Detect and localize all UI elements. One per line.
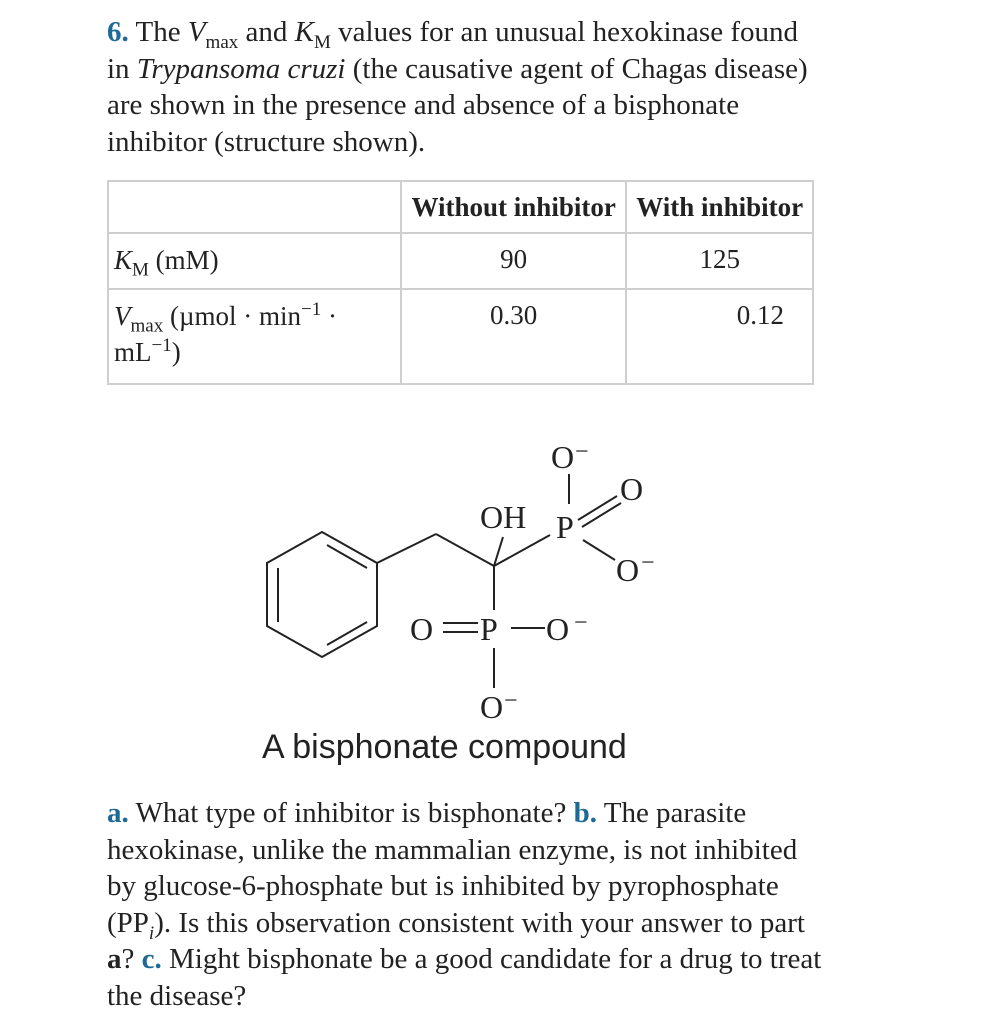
km-without-inhibitor: 90 <box>401 233 626 289</box>
charge-o-right: − <box>641 550 655 576</box>
row-label-vmax: $V_{max}$ $(\mu mol \cdot \min^{-1} \cdot mL^{-1})$ <box>108 289 401 384</box>
atom-o-top: O <box>551 439 575 475</box>
structure-caption: A bisphonate compound <box>262 728 627 766</box>
atom-o-bottom: O <box>480 689 504 725</box>
ring-double-bond-1 <box>327 545 367 568</box>
atom-o-double-upper: O <box>620 471 644 507</box>
header-with-inhibitor: With inhibitor <box>626 181 813 233</box>
charge-o-top: − <box>575 439 589 465</box>
charge-o-lower-right: − <box>574 610 588 636</box>
organism-name: Trypansoma cruzi <box>136 52 346 85</box>
charge-o-bottom: − <box>504 688 518 714</box>
row-label-km: $K_M$ (mM) <box>108 233 401 289</box>
structure-atoms <box>410 439 655 725</box>
part-b-label: b. <box>573 797 597 829</box>
bond-p-o-right <box>583 540 615 560</box>
part-c-label: c. <box>141 943 162 975</box>
benzene-ring <box>267 532 377 657</box>
question-parts: a. What type of inhibitor is bisphonate? b. The parasite hexokinase, unlike the mammalian enzyme, is not inhibited by glucose-6-phosphate but is inhibited by pyrophosphate $(PP_i)$. Is this observation consistent with your answer to part a? c. Might bisphonate be a good candidate for a drug to treat the disease? <box>107 797 822 1012</box>
atom-o-lower-right: O <box>546 611 570 647</box>
header-without-inhibitor: Without inhibitor <box>401 181 626 233</box>
atom-o-double-lower: O <box>410 611 434 647</box>
atom-p-lower: P <box>480 611 498 647</box>
atom-oh: OH <box>480 499 527 535</box>
question-number: 6. <box>107 16 129 48</box>
ring-double-bond-2 <box>327 622 367 645</box>
structure-bonds <box>267 474 621 688</box>
atom-p-upper: P <box>556 509 574 545</box>
atom-o-right: O <box>616 552 640 588</box>
question-intro: 6. The $V_{max}$ and $K_M$ values for an unusual hexokinase found in Trypansoma cruzi (the causative agent of Chagas disease) are shown in the presence and absence of a bisphonate inhibitor (structure shown). <box>107 16 808 158</box>
vmax-without-inhibitor: 0.30 <box>401 289 626 384</box>
part-a-label: a. <box>107 797 129 829</box>
km-with-inhibitor: 125 <box>626 233 813 289</box>
vmax-with-inhibitor: 0.12 <box>626 289 813 384</box>
bond-ring-ch2 <box>377 534 436 563</box>
bond-ch2-c <box>436 534 494 566</box>
